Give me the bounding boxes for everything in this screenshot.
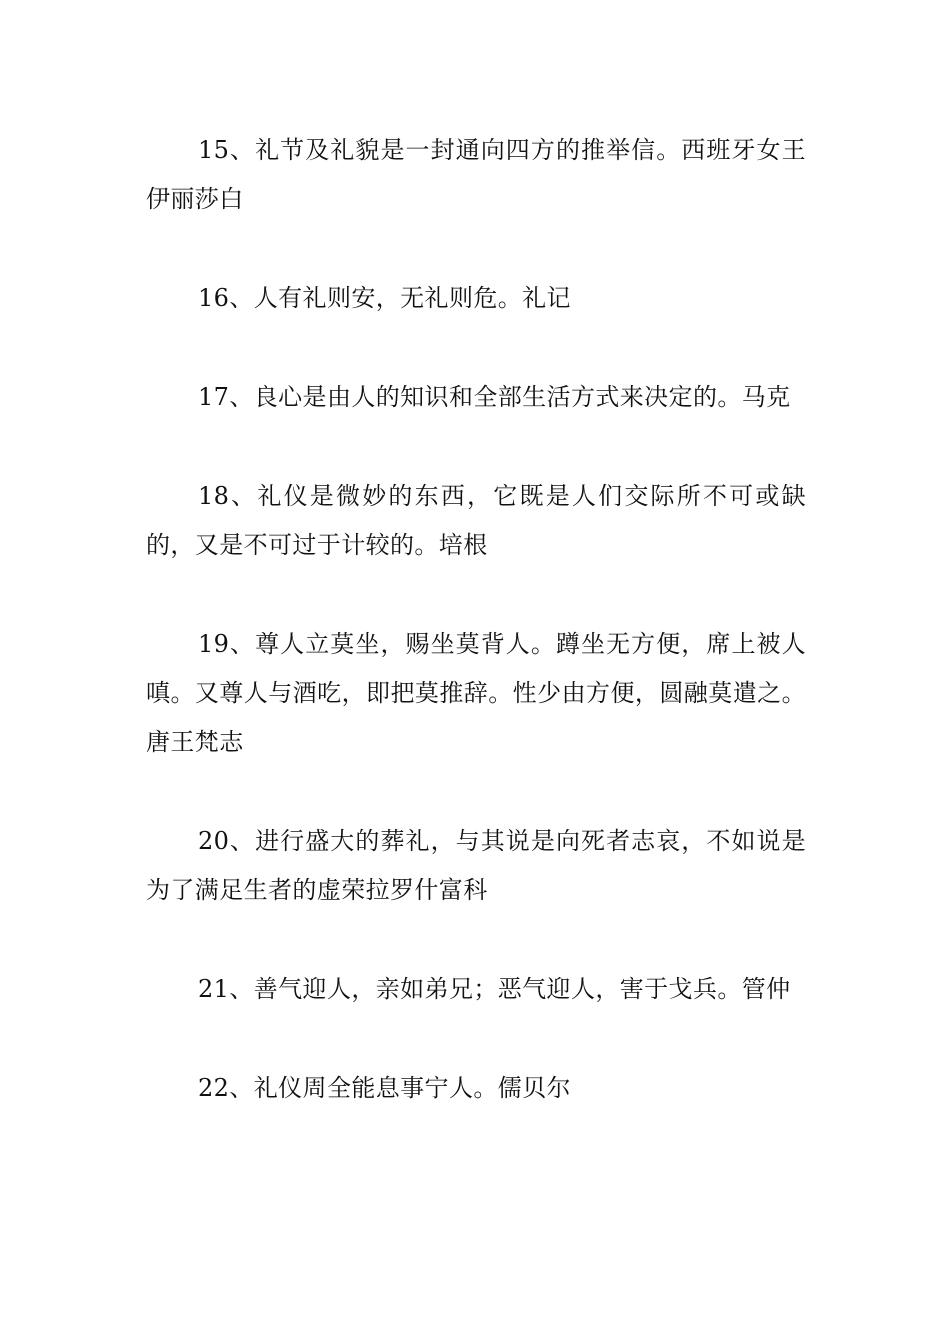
quote-paragraph-20: 20、进行盛大的葬礼，与其说是向死者志哀，不如说是为了满足生者的虚荣拉罗什富科 (146, 827, 806, 904)
quote-paragraph-17: 17、良心是由人的知识和全部生活方式来决定的。马克 (198, 383, 791, 411)
quote-paragraph-22: 22、礼仪周全能息事宁人。儒贝尔 (198, 1074, 571, 1102)
quote-paragraph-19: 19、尊人立莫坐，赐坐莫背人。蹲坐无方便，席上被人嗔。又尊人与酒吃，即把莫推辞。性少由方便，圆融莫遣之。唐王梵志 (146, 630, 806, 756)
quote-paragraph-16: 16、人有礼则安，无礼则危。礼记 (198, 284, 571, 312)
quote-paragraph-15: 15、礼节及礼貌是一封通向四方的推举信。西班牙女王伊丽莎白 (146, 136, 806, 213)
document-body (146, 126, 806, 1163)
quote-paragraph-21: 21、善气迎人，亲如弟兄；恶气迎人，害于戈兵。管仲 (198, 975, 791, 1003)
quote-paragraph-18: 18、礼仪是微妙的东西，它既是人们交际所不可或缺的，又是不可过于计较的。培根 (146, 482, 806, 559)
